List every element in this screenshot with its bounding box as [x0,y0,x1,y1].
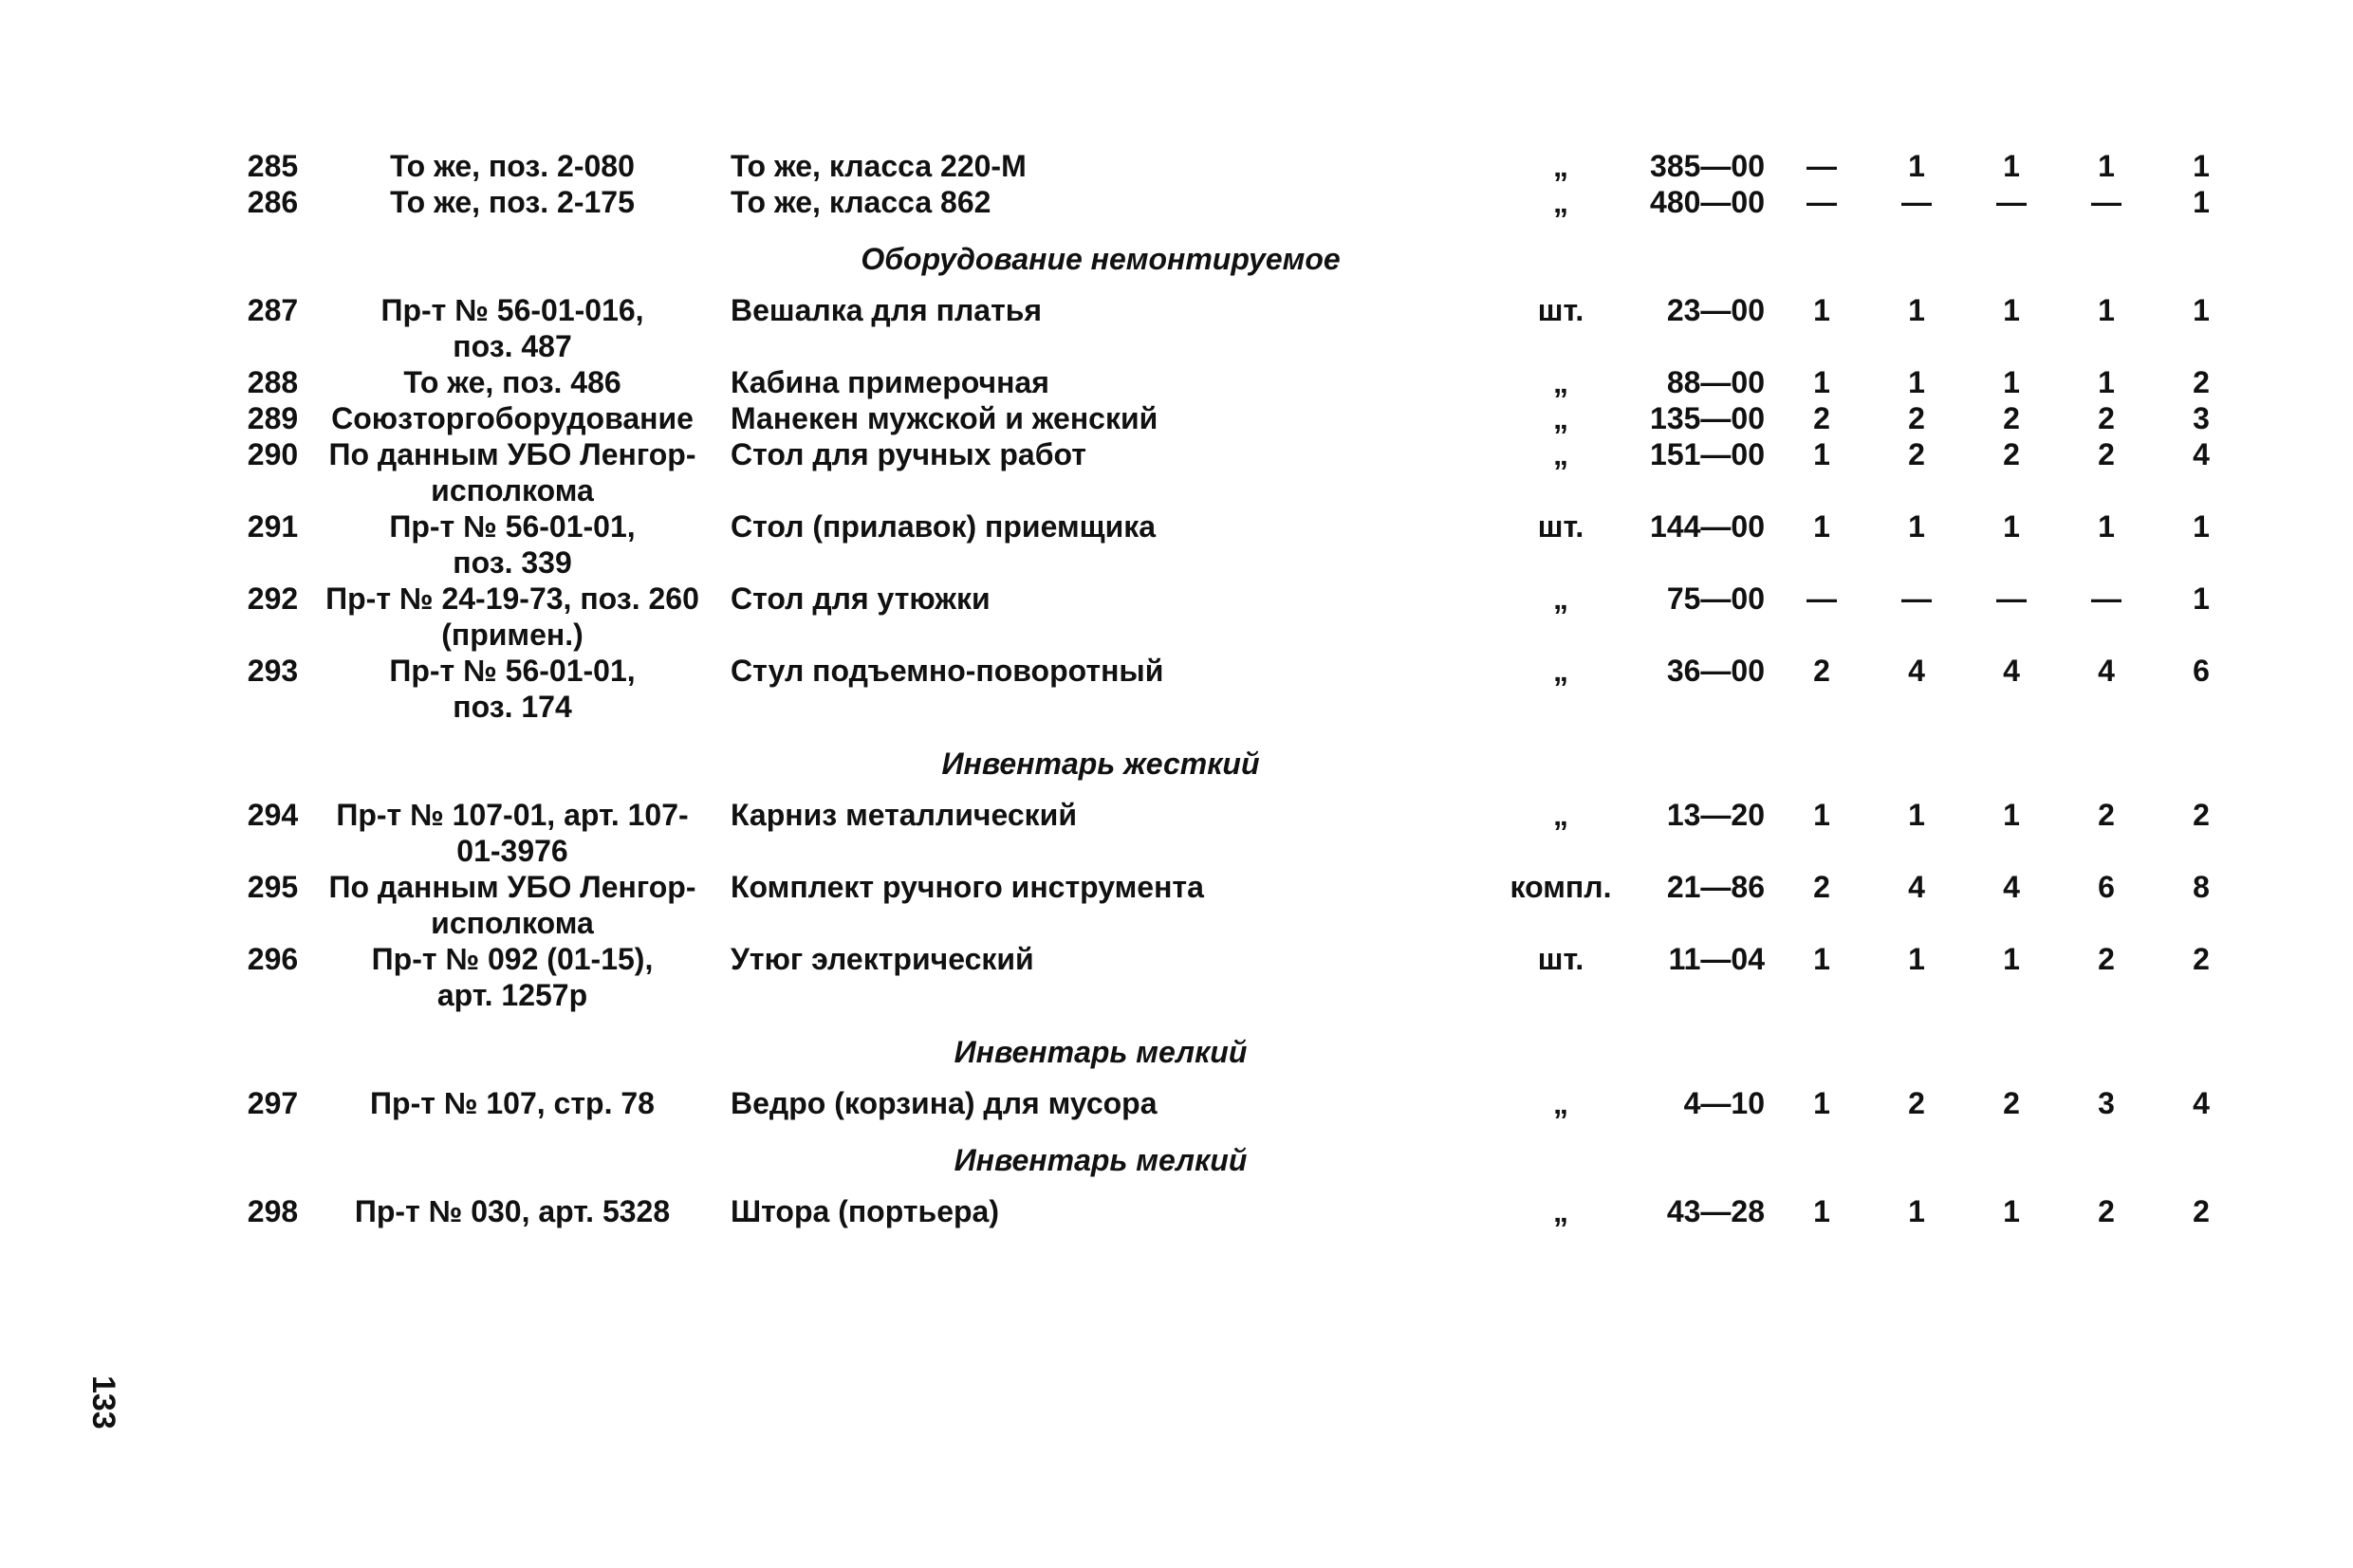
quantity-col-3: 1 [2003,365,2020,399]
source-reference [304,1085,721,1121]
quantity-col-3: 4 [2003,870,2020,904]
source-reference [304,797,721,869]
item-name: Утюг электрический [731,942,1034,976]
unit: „ [1553,185,1568,219]
quantity-col-4: 1 [2098,509,2115,544]
source-line: исполкома [431,473,594,507]
quantity-col-2: 1 [1908,942,1925,976]
row-number: 296 [247,942,299,976]
quantity-col-4: 4 [2098,654,2115,688]
quantity-col-4: 1 [2098,365,2115,399]
quantity-col-5: 2 [2193,365,2210,399]
quantity-col-3: 2 [2003,437,2020,471]
row-number: 286 [247,185,299,219]
source-reference [304,292,721,364]
source-line: По данным УБО Ленгор- [328,870,696,904]
price: 21—86 [1666,870,1765,904]
quantity-col-2: 1 [1908,293,1925,327]
quantity-col-1: 1 [1813,509,1830,544]
quantity-col-3: 1 [2003,1194,2020,1228]
source-reference [304,436,721,508]
quantity-col-1: 2 [1813,654,1830,688]
row-number: 290 [247,437,299,471]
row-number: 288 [247,365,299,399]
source-line: Пр-т № 092 (01-15), [371,942,654,976]
item-name: Стол для ручных работ [731,437,1086,471]
item-name: Манекен мужской и женский [731,401,1158,435]
item-name: Стул подъемно-поворотный [731,654,1164,688]
price: 43—28 [1666,1194,1765,1228]
quantity-col-5: 1 [2193,293,2210,327]
quantity-col-4: 6 [2098,870,2115,904]
quantity-col-3: 1 [2003,509,2020,544]
price: 23—00 [1666,293,1765,327]
quantity-col-5: 1 [2193,581,2210,616]
source-reference [304,364,721,400]
quantity-col-5: 6 [2193,654,2210,688]
row-number: 287 [247,293,299,327]
item-name: Стол (прилавок) приемщика [731,509,1157,544]
unit: шт. [1537,942,1584,976]
unit: „ [1553,654,1568,688]
quantity-col-5: 1 [2193,509,2210,544]
quantity-col-4: — [2091,581,2121,616]
source-line: арт. 1257р [436,978,588,1012]
page-number: 133 [85,1375,121,1430]
quantity-col-5: 2 [2193,1194,2210,1228]
quantity-col-1: 1 [1813,942,1830,976]
section-title: Оборудование немонтируемое [861,242,1341,276]
unit: „ [1553,365,1568,399]
price: 480—00 [1650,185,1765,219]
quantity-col-2: 4 [1908,870,1925,904]
source-line: То же, поз. 2-175 [390,185,635,219]
quantity-col-1: 1 [1813,1194,1830,1228]
quantity-col-3: — [1996,185,2027,219]
quantity-col-3: 2 [2003,401,2020,435]
unit: шт. [1537,509,1584,544]
price: 13—20 [1666,798,1765,832]
item-name: Карниз металлический [731,798,1078,832]
price: 151—00 [1650,437,1765,471]
price: 88—00 [1666,365,1765,399]
price: 11—04 [1668,942,1765,976]
quantity-col-3: 1 [2003,798,2020,832]
row-number: 289 [247,401,299,435]
source-line: По данным УБО Ленгор- [328,437,696,471]
quantity-col-3: 4 [2003,654,2020,688]
quantity-col-3: — [1996,581,2027,616]
quantity-col-1: 1 [1813,798,1830,832]
section-title: Инвентарь жесткий [941,747,1260,781]
source-line: поз. 174 [453,690,572,724]
unit: „ [1553,1194,1568,1228]
quantity-col-4: 3 [2098,1086,2115,1120]
quantity-col-5: 8 [2193,870,2210,904]
unit: „ [1553,149,1568,183]
quantity-col-3: 1 [2003,293,2020,327]
quantity-col-5: 1 [2193,149,2210,183]
row-number: 294 [247,798,299,832]
quantity-col-5: 2 [2193,798,2210,832]
quantity-col-2: — [1901,185,1932,219]
source-line: Пр-т № 107, стр. 78 [370,1086,655,1120]
unit: „ [1553,437,1568,471]
unit: „ [1553,401,1568,435]
source-line: поз. 339 [453,545,572,580]
quantity-col-2: 1 [1908,149,1925,183]
quantity-col-2: 2 [1908,401,1925,435]
row-number: 292 [247,581,299,616]
quantity-col-5: 4 [2193,1086,2210,1120]
item-name: Штора (портьера) [731,1194,999,1228]
quantity-col-3: 2 [2003,1086,2020,1120]
source-reference [304,400,721,436]
source-line: То же, поз. 2-080 [390,149,635,183]
item-name: Стол для утюжки [731,581,991,616]
quantity-col-4: 1 [2098,149,2115,183]
quantity-col-4: 2 [2098,437,2115,471]
item-name: Кабина примерочная [731,365,1049,399]
source-line: То же, поз. 486 [403,365,621,399]
source-line: 01-3976 [456,834,568,868]
quantity-col-4: 2 [2098,798,2115,832]
price: 385—00 [1650,149,1765,183]
source-reference [304,148,721,184]
quantity-col-1: — [1806,149,1837,183]
section-title: Инвентарь мелкий [954,1143,1248,1177]
source-reference [304,941,721,1013]
quantity-col-1: 1 [1813,437,1830,471]
quantity-col-4: 1 [2098,293,2115,327]
quantity-col-1: 2 [1813,401,1830,435]
item-name: Ведро (корзина) для мусора [731,1086,1158,1120]
source-line: исполкома [431,906,594,940]
source-line: Пр-т № 24-19-73, поз. 260 [325,581,699,616]
source-line: Пр-т № 107-01, арт. 107- [336,798,689,832]
quantity-col-1: 1 [1813,1086,1830,1120]
source-line: Пр-т № 56-01-01, [389,654,636,688]
item-name: Комплект ручного инструмента [731,870,1204,904]
item-name: То же, класса 862 [731,185,991,219]
price: 135—00 [1650,401,1765,435]
quantity-col-2: 2 [1908,1086,1925,1120]
quantity-col-2: 1 [1908,365,1925,399]
unit: компл. [1510,870,1612,904]
row-number: 298 [247,1194,299,1228]
quantity-col-3: 1 [2003,942,2020,976]
quantity-col-3: 1 [2003,149,2020,183]
quantity-col-5: 2 [2193,942,2210,976]
quantity-col-5: 3 [2193,401,2210,435]
quantity-col-2: 1 [1908,798,1925,832]
quantity-col-4: 2 [2098,1194,2115,1228]
row-number: 291 [247,509,299,544]
quantity-col-4: 2 [2098,401,2115,435]
row-number: 297 [247,1086,299,1120]
source-reference [304,581,721,653]
item-name: То же, класса 220-М [731,149,1027,183]
price: 4—10 [1683,1086,1765,1120]
source-reference [304,184,721,220]
quantity-col-1: — [1806,185,1837,219]
row-number: 285 [247,149,299,183]
row-number: 295 [247,870,299,904]
quantity-col-5: 1 [2193,185,2210,219]
quantity-col-2: — [1901,581,1932,616]
quantity-col-1: — [1806,581,1837,616]
quantity-col-4: — [2091,185,2121,219]
quantity-col-2: 1 [1908,1194,1925,1228]
source-line: (примен.) [441,618,584,652]
row-number: 293 [247,654,299,688]
source-line: поз. 487 [453,329,572,363]
source-line: Пр-т № 56-01-016, [380,293,644,327]
quantity-col-1: 2 [1813,870,1830,904]
quantity-col-1: 1 [1813,365,1830,399]
source-reference [304,1193,721,1229]
quantity-col-2: 1 [1908,509,1925,544]
source-reference [304,508,721,581]
price: 36—00 [1666,654,1765,688]
unit: „ [1553,581,1568,616]
source-reference [304,653,721,725]
quantity-col-2: 4 [1908,654,1925,688]
source-line: Пр-т № 030, арт. 5328 [354,1194,671,1228]
unit: шт. [1537,293,1584,327]
source-line: Союзторгоборудование [331,401,694,435]
unit: „ [1553,1086,1568,1120]
source-reference [304,869,721,941]
unit: „ [1553,798,1568,832]
quantity-col-5: 4 [2193,437,2210,471]
quantity-col-2: 2 [1908,437,1925,471]
price: 75—00 [1666,581,1765,616]
price: 144—00 [1650,509,1765,544]
item-name: Вешалка для платья [731,293,1043,327]
quantity-col-4: 2 [2098,942,2115,976]
quantity-col-1: 1 [1813,293,1830,327]
section-title: Инвентарь мелкий [954,1035,1248,1069]
source-line: Пр-т № 56-01-01, [389,509,636,544]
